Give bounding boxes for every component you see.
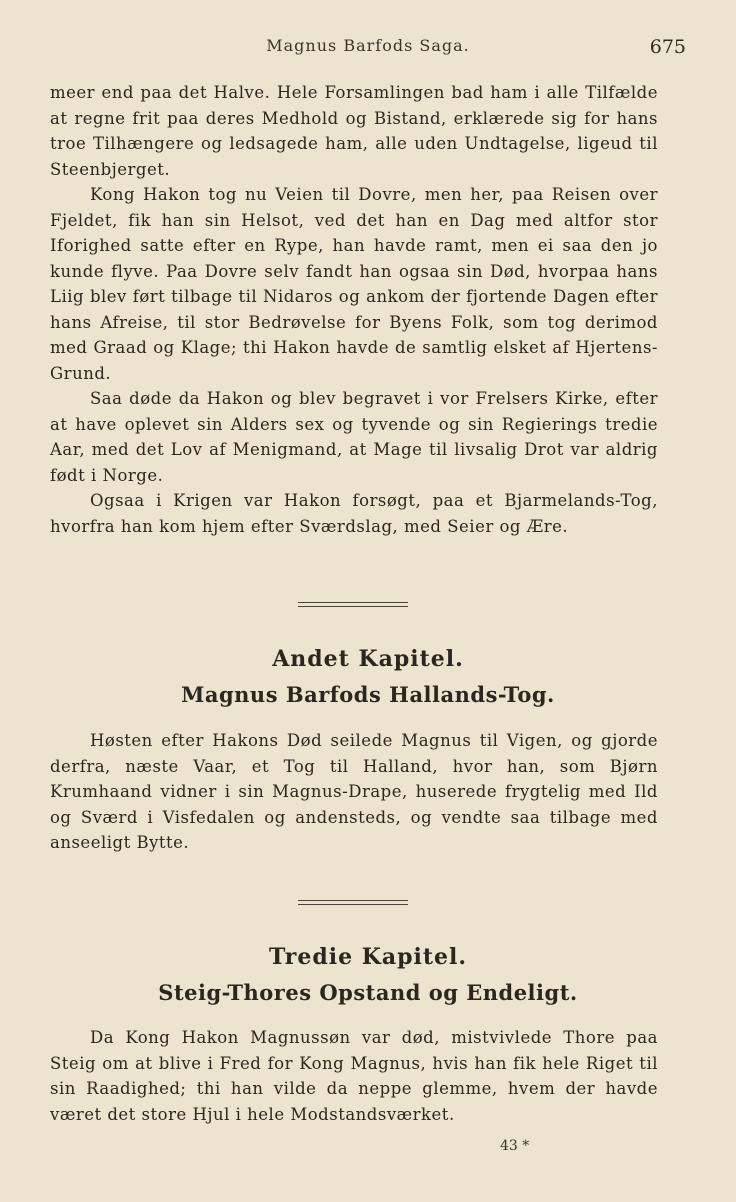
page-number: 675 <box>649 36 686 58</box>
paragraph: Ogsaa i Krigen var Hakon forsøgt, paa et Bjarmelands-Tog, hvorfra han kom hjem efter Sværdslag, med Seier og Ære. <box>50 491 658 536</box>
chapter-heading <box>50 944 686 1005</box>
running-head <box>50 36 686 66</box>
paragraph: meer end paa det Halve. Hele Forsamlingen bad ham i alle Tilfælde at regne frit paa deres Medhold og Bistand, erklærede sig for hans troe Tilhængere og ledsagede ham, alle uden Undtagelse, ligeud til Steenbjerget. <box>50 83 658 179</box>
paragraph: Kong Hakon tog nu Veien til Dovre, men her, paa Reisen over Fjeldet, fik han sin Helsot, ved det han en Dag med altfor stor Iforighed satte efter en Rype, han havde ramt, men ei saa den jo kunde flyve. Paa Dovre selv fandt han ogsaa sin Død, hvorpaa hans Liig blev ført tilbage til Nidaros og ankom der fjortende Dagen efter hans Afreise, til stor Bedrøvelse for Byens Folk, som tog derimod med Graad og Klage; thi Hakon havde de samtlig elsket af Hjertens-Grund. <box>50 185 658 383</box>
chapter-subtitle: Steig-Thores Opstand og Endeligt. <box>158 980 578 1005</box>
chapter-subtitle: Magnus Barfods Hallands-Tog. <box>181 682 555 707</box>
paragraph: Høsten efter Hakons Død seilede Magnus til Vigen, og gjorde derfra, næste Vaar, et Tog til Halland, hvor han, som Bjørn Krumhaand vidner i sin Magnus-Drape, huserede frygtelig med Ild og Sværd i Visfedalen og andensteds, og vendte saa tilbage med anseeligt Bytte. <box>50 731 658 852</box>
chapter-title: Tredie Kapitel. <box>268 944 468 970</box>
running-title: Magnus Barfods Saga. <box>266 36 470 55</box>
section-divider <box>298 900 408 907</box>
chapter-body <box>50 728 658 856</box>
section-continuation <box>50 80 658 539</box>
chapter-body <box>50 1025 658 1127</box>
paragraph: Da Kong Hakon Magnussøn var død, mistvivlede Thore paa Steig om at blive i Fred for Kong Magnus, hvis han fik hele Riget til sin Raadighed; thi han vilde da neppe glemme, hvem der havde været det store Hjul i hele Modstandsværket. <box>50 1028 658 1124</box>
printer-signature: 43 * <box>500 1138 530 1154</box>
section-divider <box>298 602 408 609</box>
paragraph: Saa døde da Hakon og blev begravet i vor Frelsers Kirke, efter at have oplevet sin Alders sex og tyvende og sin Regierings tredie Aar, med det Lov af Menigmand, at Mage til livsalig Drot var aldrig født i Norge. <box>50 389 658 485</box>
chapter-title: Andet Kapitel. <box>272 646 464 672</box>
chapter-heading <box>50 646 686 707</box>
